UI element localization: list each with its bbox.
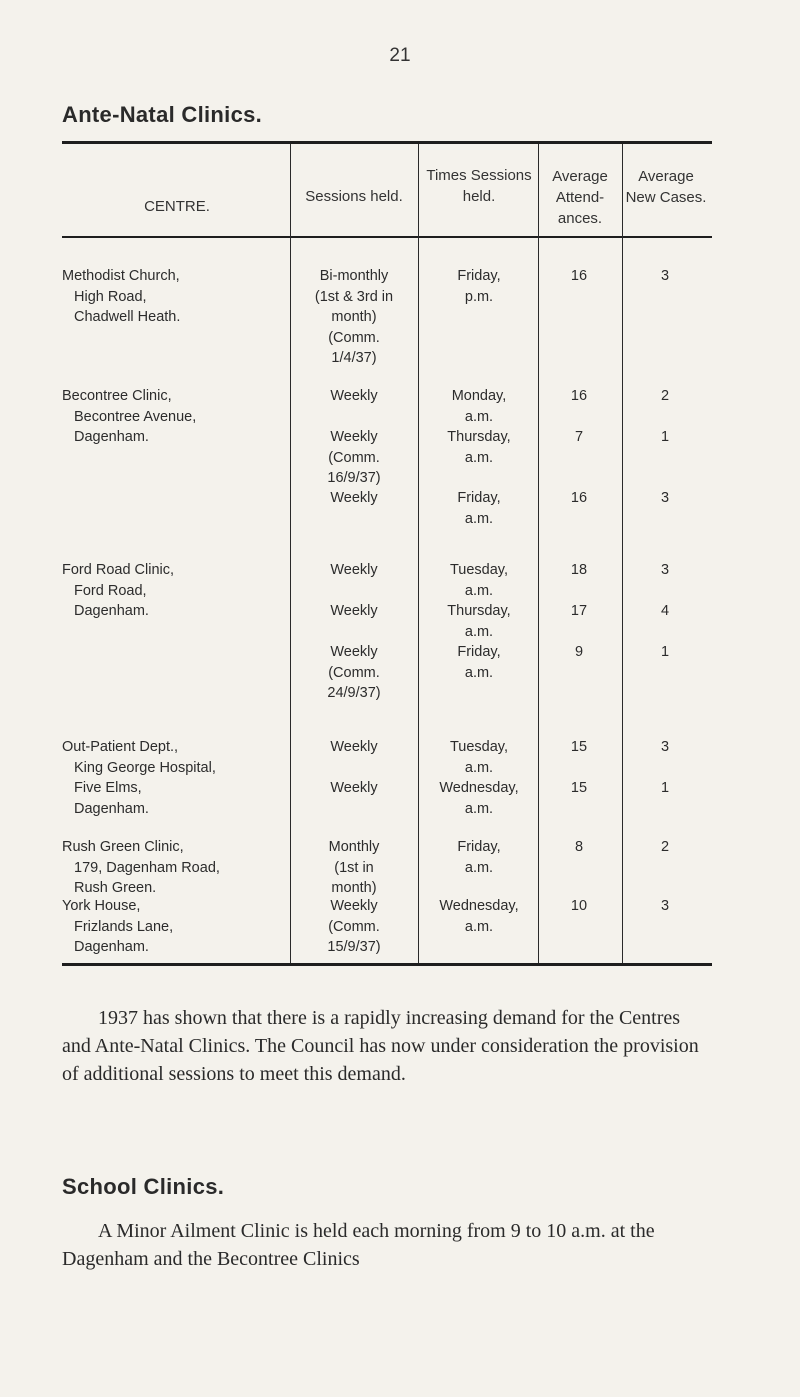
attendances-cell: 18 [570, 562, 588, 578]
sessions-cell: Weekly (Comm. 15/9/37) [327, 898, 381, 955]
sessions-cell: Weekly [330, 603, 378, 619]
centre-line: King George Hospital, [74, 759, 216, 776]
times-cell: Tuesday, a.m. [449, 739, 509, 776]
times-cell: Friday, a.m. [457, 644, 501, 681]
attendances-cell: 7 [574, 429, 584, 445]
new-cases-cell: 3 [660, 268, 670, 284]
centre-cell [62, 737, 292, 819]
new-cases-cell: 1 [660, 644, 670, 660]
centre-line: York House, [62, 898, 141, 914]
centre-line: High Road, [74, 288, 147, 305]
body-paragraph: 1937 has shown that there is a rapidly increasing demand for the Centres and Ante-Natal Clinics. The Council has now under consideration the provision of additional sessions to meet this demand. [62, 1007, 699, 1085]
times-cell: Friday, p.m. [457, 268, 501, 305]
new-cases-cell: 3 [660, 490, 670, 506]
times-cell: Monday, a.m. [451, 388, 507, 425]
centre-line: Methodist Church, [62, 268, 180, 284]
table-bottom-rule [62, 963, 712, 966]
attendances-cell: 16 [570, 490, 588, 506]
attendances-cell: 9 [574, 644, 584, 660]
new-cases-cell: 2 [660, 388, 670, 404]
sessions-cell: Weekly [330, 780, 378, 796]
page-title: Ante-Natal Clinics. [62, 102, 263, 127]
new-cases-cell: 3 [660, 898, 670, 914]
centre-line: Chadwell Heath. [74, 309, 181, 325]
attendances-cell: 16 [570, 388, 588, 404]
body-paragraph: A Minor Ailment Clinic is held each morning from 9 to 10 a.m. at the Dagenham and the Becontree Clinics [62, 1220, 655, 1270]
attendances-cell: 17 [570, 603, 588, 619]
centre-line: Ford Road, [74, 582, 147, 599]
header-times: Times Sessions held. [426, 167, 532, 205]
page-number: 21 [389, 45, 411, 66]
centre-cell [62, 386, 292, 448]
sessions-cell: Weekly (Comm. 16/9/37) [327, 429, 381, 486]
times-cell: Thursday, a.m. [447, 429, 511, 466]
centre-line: Becontree Clinic, [62, 388, 172, 404]
times-cell: Friday, a.m. [457, 839, 501, 876]
times-cell: Wednesday, a.m. [439, 898, 519, 935]
section-heading: School Clinics. [62, 1174, 225, 1199]
centre-line: Frizlands Lane, [74, 918, 174, 935]
new-cases-cell: 1 [660, 780, 670, 796]
centre-line: Five Elms, [74, 780, 142, 796]
new-cases-cell: 1 [660, 429, 670, 445]
attendances-cell: 15 [570, 739, 588, 755]
new-cases-cell: 2 [660, 839, 670, 855]
centre-line: Out-Patient Dept., [62, 739, 179, 755]
table-header-rule [62, 236, 712, 238]
header-attendances: Average Attend- ances. [552, 168, 608, 227]
centre-line: Dagenham. [74, 429, 149, 445]
new-cases-cell: 4 [660, 603, 670, 619]
centre-cell [62, 266, 292, 328]
sessions-cell: Weekly [330, 739, 378, 755]
attendances-cell: 8 [574, 839, 584, 855]
table-top-rule [62, 141, 712, 144]
header-new-cases: Average New Cases. [625, 168, 707, 206]
header-sessions: Sessions held. [305, 188, 403, 205]
times-cell: Tuesday, a.m. [449, 562, 509, 599]
attendances-cell: 15 [570, 780, 588, 796]
centre-line: Becontree Avenue, [74, 408, 197, 425]
sessions-cell: Monthly (1st in month) [328, 839, 380, 896]
centre-line: Ford Road Clinic, [62, 562, 175, 578]
centre-line: Rush Green Clinic, [62, 839, 184, 855]
sessions-cell: Weekly [330, 562, 378, 578]
sessions-cell: Bi-monthly (1st & 3rd in month) (Comm. 1/4/37) [314, 268, 394, 366]
sessions-cell: Weekly [330, 490, 378, 506]
centre-cell [62, 837, 292, 899]
centre-line: Dagenham. [74, 939, 149, 955]
sessions-cell: Weekly (Comm. 24/9/37) [327, 644, 381, 701]
sessions-cell: Weekly [330, 388, 378, 404]
new-cases-cell: 3 [660, 739, 670, 755]
centre-line: 179, Dagenham Road, [74, 859, 220, 876]
header-centre: CENTRE. [144, 198, 210, 215]
new-cases-cell: 3 [660, 562, 670, 578]
centre-line: Dagenham. [74, 603, 149, 619]
times-cell: Friday, a.m. [457, 490, 501, 527]
times-cell: Thursday, a.m. [447, 603, 511, 640]
centre-line: Dagenham. [74, 800, 149, 817]
centre-line: Rush Green. [74, 880, 157, 896]
centre-cell [62, 896, 292, 958]
attendances-cell: 10 [570, 898, 588, 914]
times-cell: Wednesday, a.m. [439, 780, 519, 817]
attendances-cell: 16 [570, 268, 588, 284]
centre-cell [62, 560, 292, 622]
